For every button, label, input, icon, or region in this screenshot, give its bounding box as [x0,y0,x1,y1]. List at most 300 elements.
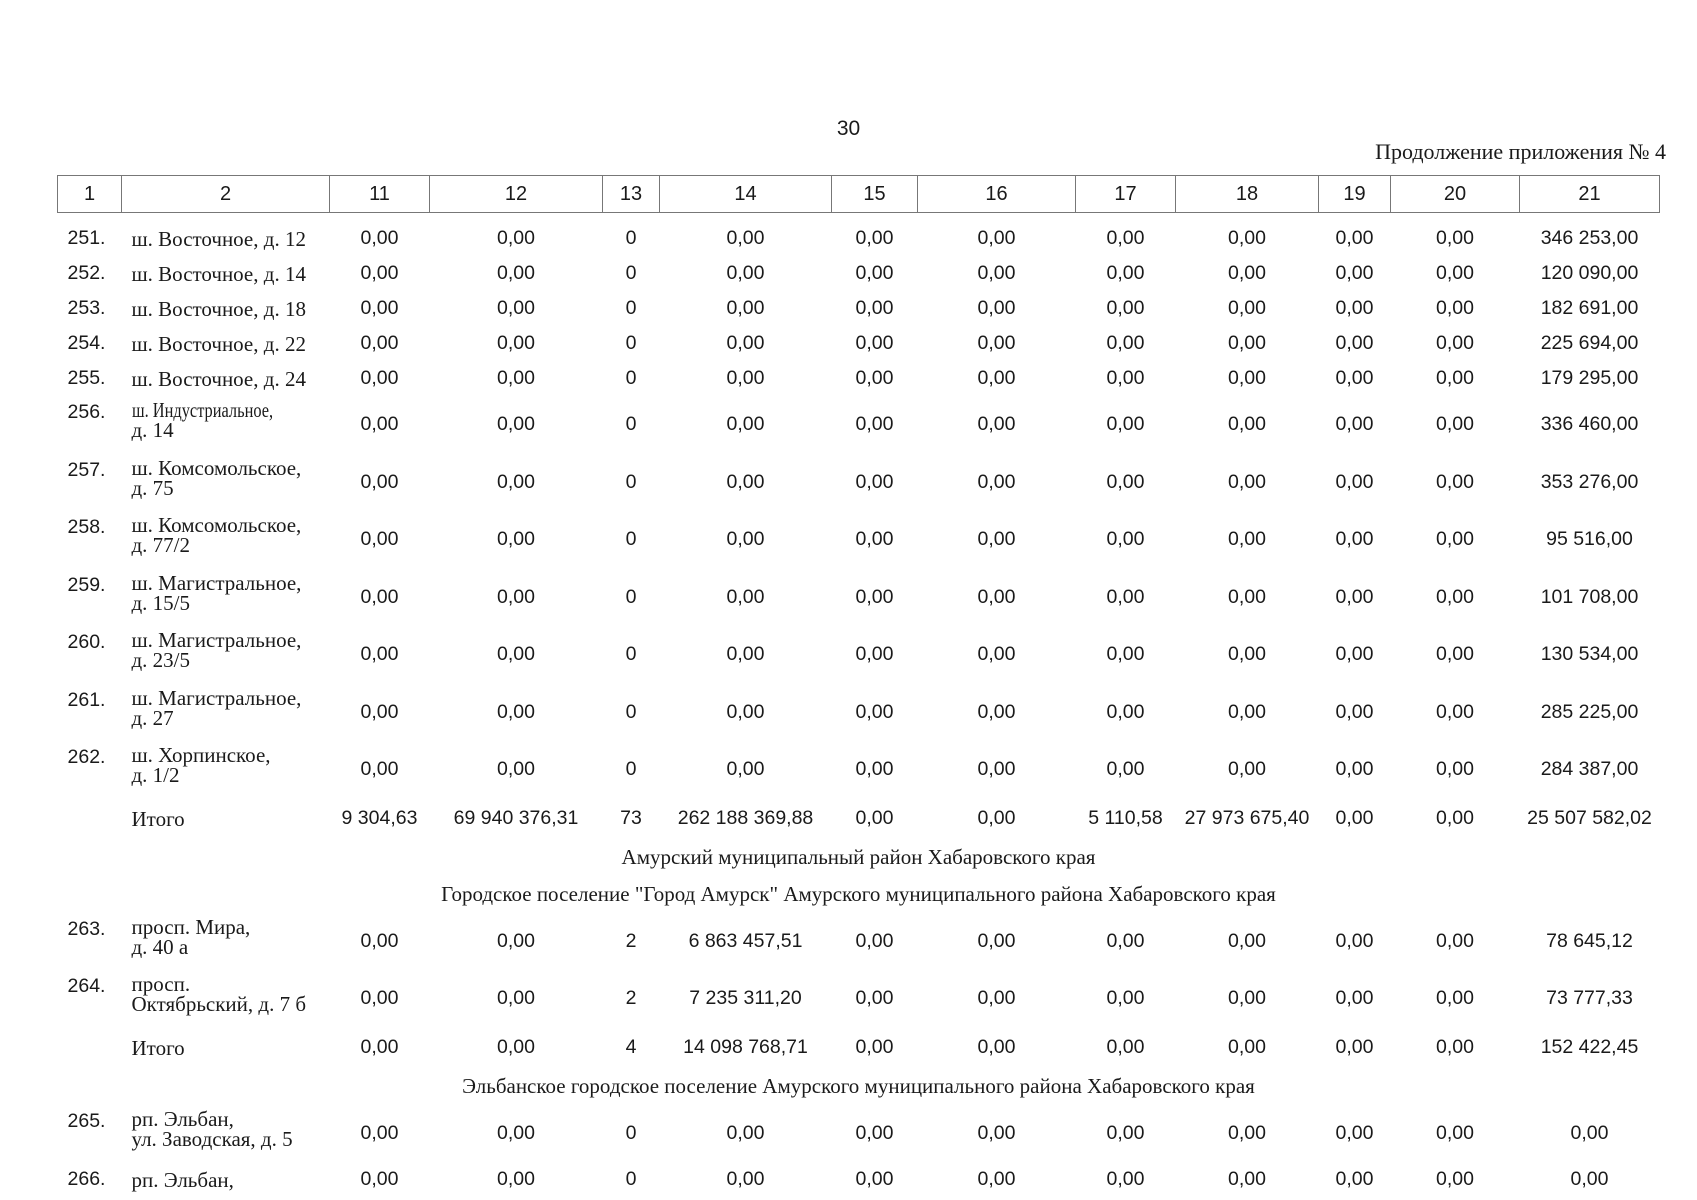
address-cell [122,684,330,742]
value-cell-col-17: 0,00 [1106,929,1145,952]
value-cell-col-16: 0,00 [977,1168,1016,1190]
table-row [58,511,1660,569]
address-cell [122,1162,330,1197]
address-line: ш. Восточное, д. 22 [131,331,306,356]
value-cell-col-18: 0,00 [1228,700,1266,723]
value-cell-col-14: 0,00 [726,413,765,436]
column-header: 2 [122,176,330,213]
value-cell-col-18: 0,00 [1228,758,1266,781]
value-cell-col-15: 0,00 [855,332,894,354]
address-line: д. 14 [131,418,174,442]
value-cell-col-18: 0,00 [1228,227,1266,249]
value-cell-col-17: 0,00 [1106,413,1145,436]
value-cell-col-21: 0,00 [1570,1121,1609,1144]
value-cell-col-14: 0,00 [726,227,765,249]
address-line: ул. Заводская, д. 5 [131,1126,293,1151]
table-row [58,454,1660,512]
value-cell-col-11: 0,00 [360,1168,399,1190]
value-cell-col-12: 0,00 [497,413,535,436]
address-cell [122,256,330,291]
value-cell-col-21: 182 691,00 [1540,297,1639,319]
value-cell-col-18: 0,00 [1228,367,1266,389]
value-cell-col-18: 0,00 [1228,929,1266,952]
table-row [58,361,1660,396]
column-header: 12 [430,176,603,213]
value-cell-col-18: 0,00 [1228,413,1266,436]
value-cell-col-16: 0,00 [977,807,1016,829]
value-cell-col-13: 2 [625,929,637,952]
value-cell-col-11: 0,00 [360,528,399,551]
value-cell-col-15: 0,00 [855,297,894,319]
row-number: 264. [67,975,106,997]
value-cell-col-21: 353 276,00 [1540,470,1639,493]
value-cell-col-18: 27 973 675,40 [1184,807,1310,829]
value-cell-col-17: 0,00 [1106,367,1145,389]
address-cell [122,626,330,684]
value-cell-col-11: 0,00 [360,643,399,666]
table-row [58,256,1660,291]
value-cell-col-14: 0,00 [726,1121,765,1144]
value-cell-col-17: 0,00 [1106,1036,1145,1058]
address-cell [122,221,330,256]
address-line: д. 77/2 [131,533,191,557]
value-cell-col-17: 0,00 [1106,700,1145,723]
value-cell-col-19: 0,00 [1335,929,1374,952]
value-cell-col-16: 0,00 [977,585,1016,608]
value-cell-col-19: 0,00 [1335,643,1374,666]
value-cell-col-12: 0,00 [497,297,535,319]
section-heading-row [58,839,1660,876]
value-cell-col-11: 0,00 [360,227,399,249]
value-cell-col-19: 0,00 [1335,367,1374,389]
value-cell-col-18: 0,00 [1228,262,1266,284]
value-cell-col-21: 95 516,00 [1546,528,1633,551]
row-number: 266. [67,1168,106,1190]
value-cell-col-17: 0,00 [1106,987,1145,1010]
column-header: 1 [58,176,122,213]
value-cell-col-13: 2 [625,987,637,1010]
address-line: ш. Индустриальное, [131,398,273,422]
value-cell-col-13: 0 [625,413,637,436]
value-cell-col-21: 225 694,00 [1540,332,1639,354]
value-cell-col-17: 0,00 [1106,227,1145,249]
value-cell-col-19: 0,00 [1335,262,1374,284]
value-cell-col-15: 0,00 [855,367,894,389]
address-line: д. 1/2 [131,763,180,787]
page-number: 30 [836,117,861,140]
address-line: Октябрьский, д. 7 б [131,992,307,1016]
value-cell-col-20: 0,00 [1436,470,1474,493]
value-cell-col-11: 0,00 [360,758,399,781]
address-cell [122,511,330,569]
column-header: 14 [660,176,832,213]
value-cell-col-12: 0,00 [497,1036,535,1058]
row-number: 254. [67,332,106,354]
value-cell-col-14: 14 098 768,71 [683,1036,808,1058]
value-cell-col-14: 0,00 [726,262,765,284]
value-cell-col-21: 73 777,33 [1546,987,1633,1010]
value-cell-col-13: 0 [625,528,637,551]
value-cell-col-21: 25 507 582,02 [1527,807,1652,829]
value-cell-col-17: 0,00 [1106,262,1145,284]
column-header: 17 [1076,176,1176,213]
value-cell-col-14: 262 188 369,88 [677,807,814,829]
value-cell-col-19: 0,00 [1335,1121,1374,1144]
value-cell-col-13: 0 [625,297,637,319]
value-cell-col-15: 0,00 [855,585,894,608]
value-cell-col-12: 0,00 [497,758,535,781]
address-line: ш. Магистральное, [131,685,302,710]
row-number: 265. [67,1109,106,1132]
table-row [58,569,1660,627]
value-cell-col-21: 0,00 [1570,1168,1609,1190]
address-line: рп. Эльбан, [131,1106,234,1131]
value-cell-col-16: 0,00 [977,929,1016,952]
address-cell [122,970,330,1028]
address-cell [122,326,330,361]
value-cell-col-17: 0,00 [1106,470,1145,493]
value-cell-col-14: 0,00 [726,297,765,319]
value-cell-col-15: 0,00 [855,470,894,493]
value-cell-col-16: 0,00 [977,413,1016,436]
value-cell-col-11: 0,00 [360,413,399,436]
value-cell-col-19: 0,00 [1335,332,1374,354]
value-cell-col-21: 336 460,00 [1540,413,1639,436]
value-cell-col-20: 0,00 [1436,367,1474,389]
value-cell-col-20: 0,00 [1436,758,1474,781]
value-cell-col-11: 0,00 [360,585,399,608]
value-cell-col-13: 0 [625,470,637,493]
value-cell-col-11: 0,00 [360,470,399,493]
value-cell-col-11: 0,00 [360,1121,399,1144]
value-cell-col-13: 0 [625,758,637,781]
value-cell-col-19: 0,00 [1335,585,1374,608]
value-cell-col-19: 0,00 [1335,987,1374,1010]
value-cell-col-15: 0,00 [855,528,894,551]
value-cell-col-16: 0,00 [977,987,1016,1010]
address-line: ш. Восточное, д. 12 [131,226,306,251]
value-cell-col-17: 0,00 [1106,1168,1145,1190]
value-cell-col-18: 0,00 [1228,470,1266,493]
value-cell-col-13: 0 [625,227,637,249]
value-cell-col-18: 0,00 [1228,297,1266,319]
address-line: д. 27 [131,705,174,730]
address-line: рп. Эльбан, [131,1167,234,1192]
value-cell-col-21: 78 645,12 [1546,929,1633,952]
address-line: ш. Хорпинское, [131,743,271,767]
value-cell-col-12: 0,00 [497,700,535,723]
column-header: 18 [1176,176,1319,213]
table-header [58,176,1660,213]
value-cell-col-20: 0,00 [1436,1168,1474,1190]
row-number: 263. [67,917,106,940]
address-line: ш. Комсомольское, [131,513,302,537]
value-cell-col-14: 0,00 [726,700,765,723]
value-cell-col-18: 0,00 [1228,987,1266,1010]
value-cell-col-19: 0,00 [1335,807,1374,829]
value-cell-col-21: 101 708,00 [1540,585,1639,608]
total-row [58,799,1660,839]
address-line: д. 23/5 [131,648,191,672]
row-number: 259. [67,573,106,596]
value-cell-col-11: 0,00 [360,700,399,723]
value-cell-col-20: 0,00 [1436,1121,1474,1144]
table-row [58,970,1660,1028]
value-cell-col-16: 0,00 [977,227,1016,249]
value-cell-col-12: 69 940 376,31 [453,807,579,829]
value-cell-col-21: 285 225,00 [1540,700,1639,723]
value-cell-col-19: 0,00 [1335,758,1374,781]
value-cell-col-13: 73 [620,807,642,829]
value-cell-col-14: 0,00 [726,585,765,608]
value-cell-col-15: 0,00 [855,758,894,781]
table-row [58,1105,1660,1163]
value-cell-col-11: 0,00 [360,929,399,952]
value-cell-col-13: 0 [625,262,637,284]
value-cell-col-16: 0,00 [977,367,1016,389]
address-line: Итого [131,806,185,831]
table-row [58,221,1660,256]
row-number: 261. [67,688,106,711]
value-cell-col-20: 0,00 [1436,987,1474,1010]
value-cell-col-20: 0,00 [1436,528,1474,551]
value-cell-col-14: 0,00 [726,528,765,551]
value-cell-col-18: 0,00 [1228,332,1266,354]
spacer-row [58,213,1660,222]
value-cell-col-13: 0 [625,1121,637,1144]
value-cell-col-18: 0,00 [1228,1168,1266,1190]
address-cell [122,454,330,512]
value-cell-col-19: 0,00 [1335,1036,1374,1058]
value-cell-col-12: 0,00 [497,643,535,666]
address-line: ш. Магистральное, [131,570,302,595]
address-line: просп. Мира, [131,914,251,939]
total-label [122,1028,330,1068]
value-cell-col-12: 0,00 [497,585,535,608]
value-cell-col-15: 0,00 [855,262,894,284]
value-cell-col-17: 0,00 [1106,528,1145,551]
value-cell-col-20: 0,00 [1436,643,1474,666]
appendix-continuation-note: Продолжение приложения № 4 [1375,139,1666,164]
value-cell-col-20: 0,00 [1436,227,1474,249]
value-cell-col-11: 0,00 [360,367,399,389]
row-number: 251. [67,227,106,249]
value-cell-col-12: 0,00 [497,470,535,493]
address-cell [122,569,330,627]
value-cell-col-12: 0,00 [497,367,535,389]
value-cell-col-12: 0,00 [497,929,535,952]
value-cell-col-15: 0,00 [855,1168,894,1190]
value-cell-col-17: 0,00 [1106,585,1145,608]
address-cell [122,361,330,396]
value-cell-col-21: 120 090,00 [1540,262,1639,284]
table-row [58,326,1660,361]
value-cell-col-16: 0,00 [977,700,1016,723]
column-header: 15 [832,176,918,213]
total-label [122,799,330,839]
value-cell-col-16: 0,00 [977,1121,1016,1144]
value-cell-col-20: 0,00 [1436,1036,1474,1058]
value-cell-col-20: 0,00 [1436,585,1474,608]
value-cell-col-16: 0,00 [977,758,1016,781]
value-cell-col-20: 0,00 [1436,929,1474,952]
address-cell [122,396,330,454]
row-number: 256. [67,401,106,423]
value-cell-col-19: 0,00 [1335,413,1374,436]
row-number: 258. [67,516,106,538]
value-cell-col-21: 346 253,00 [1540,227,1639,249]
value-cell-col-18: 0,00 [1228,1121,1266,1144]
value-cell-col-19: 0,00 [1335,227,1374,249]
value-cell-col-19: 0,00 [1335,528,1374,551]
table-row [58,1162,1660,1197]
value-cell-col-13: 4 [625,1036,637,1058]
table-body [58,213,1660,1198]
value-cell-col-21: 179 295,00 [1540,367,1639,389]
table-row [58,291,1660,326]
column-header: 21 [1520,176,1660,213]
address-line: ш. Восточное, д. 18 [131,296,306,321]
value-cell-col-18: 0,00 [1228,1036,1266,1058]
value-cell-col-14: 7 235 311,20 [689,987,802,1010]
value-cell-col-20: 0,00 [1436,700,1474,723]
value-cell-col-18: 0,00 [1228,528,1266,551]
value-cell-col-13: 0 [625,332,637,354]
section-heading-row [58,876,1660,913]
table-row [58,684,1660,742]
value-cell-col-11: 0,00 [360,1036,399,1058]
address-cell [122,741,330,799]
value-cell-col-20: 0,00 [1436,807,1474,829]
value-cell-col-13: 0 [625,700,637,723]
section-title: Городское поселение "Город Амурск" Амурского муниципального района Хабаровского края [441,881,1276,906]
value-cell-col-16: 0,00 [977,643,1016,666]
address-line: просп. [131,972,191,996]
address-line: ш. Комсомольское, [131,455,302,480]
value-cell-col-18: 0,00 [1228,585,1266,608]
address-line: Итого [131,1035,185,1060]
value-cell-col-13: 0 [625,643,637,666]
value-cell-col-17: 5 110,58 [1088,807,1163,829]
value-cell-col-21: 130 534,00 [1540,643,1639,666]
value-cell-col-14: 6 863 457,51 [688,929,803,952]
value-cell-col-17: 0,00 [1106,1121,1145,1144]
value-cell-col-16: 0,00 [977,262,1016,284]
value-cell-col-17: 0,00 [1106,643,1145,666]
value-cell-col-15: 0,00 [855,413,894,436]
value-cell-col-13: 0 [625,585,637,608]
value-cell-col-15: 0,00 [855,1121,894,1144]
section-title: Эльбанское городское поселение Амурского муниципального района Хабаровского края [462,1073,1255,1098]
value-cell-col-11: 0,00 [360,987,399,1010]
total-row [58,1028,1660,1068]
value-cell-col-12: 0,00 [497,262,535,284]
value-cell-col-20: 0,00 [1436,297,1474,319]
value-cell-col-17: 0,00 [1106,332,1145,354]
value-cell-col-12: 0,00 [497,332,535,354]
value-cell-col-15: 0,00 [855,1036,894,1058]
value-cell-col-12: 0,00 [497,1168,535,1190]
value-cell-col-12: 0,00 [497,227,535,249]
section-title: Амурский муниципальный район Хабаровского края [621,844,1096,869]
column-header: 20 [1391,176,1520,213]
value-cell-col-14: 0,00 [726,643,765,666]
value-cell-col-13: 0 [625,1168,637,1190]
row-number: 255. [67,367,106,389]
value-cell-col-19: 0,00 [1335,297,1374,319]
table-row [58,626,1660,684]
row-number: 260. [67,631,106,653]
column-header: 13 [603,176,660,213]
value-cell-col-16: 0,00 [977,297,1016,319]
address-line: ш. Восточное, д. 24 [131,366,306,391]
column-header: 16 [918,176,1076,213]
value-cell-col-16: 0,00 [977,1036,1016,1058]
table-row [58,396,1660,454]
value-cell-col-14: 0,00 [726,1168,765,1190]
value-cell-col-11: 9 304,63 [341,807,418,829]
address-cell [122,913,330,971]
value-cell-col-14: 0,00 [726,332,765,354]
address-line: д. 15/5 [131,590,191,615]
value-cell-col-20: 0,00 [1436,413,1474,436]
value-cell-col-11: 0,00 [360,332,399,354]
value-cell-col-14: 0,00 [726,758,765,781]
row-number: 252. [67,262,106,284]
value-cell-col-15: 0,00 [855,807,894,829]
value-cell-col-11: 0,00 [360,297,399,319]
value-cell-col-20: 0,00 [1436,332,1474,354]
address-line: д. 75 [131,475,174,500]
row-number: 257. [67,458,106,481]
value-cell-col-11: 0,00 [360,262,399,284]
value-cell-col-16: 0,00 [977,470,1016,493]
value-cell-col-19: 0,00 [1335,700,1374,723]
address-line: ш. Восточное, д. 14 [131,261,306,286]
value-cell-col-12: 0,00 [497,987,535,1010]
value-cell-col-15: 0,00 [855,643,894,666]
value-cell-col-12: 0,00 [497,528,535,551]
value-cell-col-13: 0 [625,367,637,389]
row-number: 253. [67,297,106,319]
column-header: 11 [330,176,430,213]
address-cell [122,291,330,326]
value-cell-col-12: 0,00 [497,1121,535,1144]
row-number [58,1028,122,1068]
value-cell-col-15: 0,00 [855,227,894,249]
section-heading-row [58,1068,1660,1105]
column-number-row [58,176,1660,213]
value-cell-col-14: 0,00 [726,470,765,493]
value-cell-col-21: 284 387,00 [1540,758,1639,781]
value-cell-col-20: 0,00 [1436,262,1474,284]
value-cell-col-21: 152 422,45 [1540,1036,1639,1058]
table-row [58,741,1660,799]
value-cell-col-17: 0,00 [1106,297,1145,319]
value-cell-col-19: 0,00 [1335,1168,1374,1190]
data-table [57,175,1660,1197]
value-cell-col-15: 0,00 [855,987,894,1010]
column-header: 19 [1319,176,1391,213]
address-line: д. 40 а [131,934,189,959]
value-cell-col-15: 0,00 [855,700,894,723]
value-cell-col-16: 0,00 [977,332,1016,354]
value-cell-col-17: 0,00 [1106,758,1145,781]
value-cell-col-18: 0,00 [1228,643,1266,666]
address-line: ш. Магистральное, [131,628,302,652]
value-cell-col-14: 0,00 [726,367,765,389]
value-cell-col-16: 0,00 [977,528,1016,551]
